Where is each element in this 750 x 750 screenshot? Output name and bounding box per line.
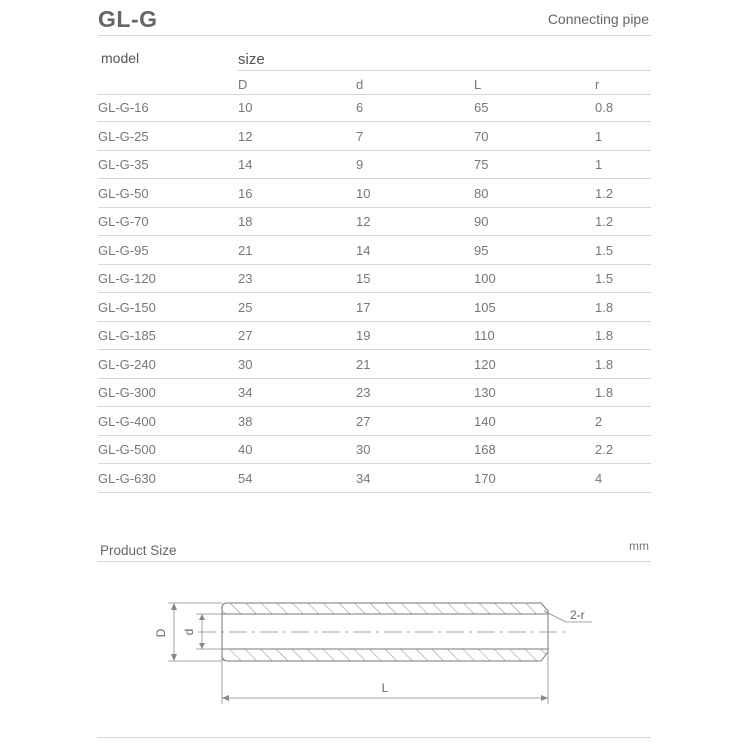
- model-cell: GL-G-500: [98, 442, 156, 457]
- size-cell: 30: [238, 356, 253, 372]
- model-cell: GL-G-50: [98, 185, 149, 201]
- size-cell: 1.8: [595, 299, 614, 315]
- size-cell: 1.2: [595, 214, 614, 229]
- d-inner-arrow-bottom: [199, 643, 205, 649]
- size-cell: 10: [356, 185, 371, 201]
- size-cell: 80: [474, 185, 489, 201]
- product-size-title: Product Size: [100, 543, 177, 558]
- size-cell: 2.2: [595, 442, 614, 457]
- size-cell: 30: [356, 442, 371, 457]
- size-header: size: [238, 51, 265, 68]
- size-cell: 100: [474, 271, 496, 286]
- size-cell: 12: [238, 128, 253, 144]
- model-cell: GL-G-630: [98, 470, 156, 486]
- size-cell: 34: [238, 385, 253, 400]
- size-cell: 0.8: [595, 100, 614, 115]
- length-label: L: [381, 681, 389, 695]
- column-header-D: D: [238, 77, 248, 92]
- size-cell: 21: [238, 242, 253, 258]
- model-cell: GL-G-70: [98, 214, 149, 229]
- column-header-d: d: [356, 77, 364, 92]
- pipe-top-wall: [222, 603, 548, 614]
- size-cell: 38: [238, 413, 253, 429]
- size-cell: 1.8: [595, 356, 614, 372]
- size-cell: 1.5: [595, 271, 614, 286]
- model-cell: GL-G-35: [98, 157, 149, 172]
- model-cell: GL-G-240: [98, 356, 156, 372]
- size-cell: 90: [474, 214, 489, 229]
- size-cell: 12: [356, 214, 371, 229]
- size-cell: 7: [356, 128, 364, 144]
- size-cell: 1: [595, 157, 603, 172]
- model-cell: GL-G-400: [98, 413, 156, 429]
- unit-label: mm: [629, 539, 649, 553]
- size-cell: 1: [595, 128, 603, 144]
- radius-leader: [544, 611, 566, 622]
- size-cell: 75: [474, 157, 489, 172]
- size-cell: 95: [474, 242, 489, 258]
- column-header-L: L: [474, 77, 482, 92]
- size-cell: 19: [356, 328, 371, 343]
- pipe-bottom-wall: [222, 649, 548, 661]
- size-cell: 40: [238, 442, 253, 457]
- size-cell: 4: [595, 470, 603, 486]
- size-cell: 2: [595, 413, 603, 429]
- size-cell: 34: [356, 470, 371, 486]
- size-cell: 21: [356, 356, 371, 372]
- size-cell: 17: [356, 299, 371, 315]
- size-cell: 1.8: [595, 328, 614, 343]
- page-subtitle: Connecting pipe: [547, 11, 649, 27]
- size-cell: 120: [474, 356, 496, 372]
- size-cell: 18: [238, 214, 253, 229]
- l-arrow-right: [541, 695, 548, 701]
- size-cell: 130: [474, 385, 496, 400]
- size-cell: 9: [356, 157, 364, 172]
- size-cell: 1.2: [595, 185, 614, 201]
- size-cell: 54: [238, 470, 253, 486]
- d-outer-arrow-top: [171, 603, 177, 610]
- size-cell: 27: [356, 413, 371, 429]
- model-cell: GL-G-16: [98, 100, 149, 115]
- size-cell: 15: [356, 271, 371, 286]
- size-cell: 25: [238, 299, 253, 315]
- model-cell: GL-G-95: [98, 242, 149, 258]
- size-cell: 70: [474, 128, 489, 144]
- model-cell: GL-G-25: [98, 128, 149, 144]
- size-cell: 140: [474, 413, 496, 429]
- size-cell: 6: [356, 100, 364, 115]
- model-cell: GL-G-300: [98, 385, 156, 400]
- size-cell: 105: [474, 299, 496, 315]
- outer-diameter-label: D: [154, 628, 168, 638]
- inner-diameter-label: d: [182, 628, 196, 636]
- model-header: model: [101, 50, 140, 66]
- size-cell: 23: [356, 385, 371, 400]
- page-title: GL-G: [98, 6, 158, 32]
- d-inner-arrow-top: [199, 614, 205, 620]
- model-cell: GL-G-150: [98, 299, 156, 315]
- size-cell: 14: [238, 157, 253, 172]
- size-cell: 1.8: [595, 385, 614, 400]
- size-cell: 65: [474, 100, 489, 115]
- size-cell: 1.5: [595, 242, 614, 258]
- size-cell: 27: [238, 328, 253, 343]
- size-cell: 10: [238, 100, 253, 115]
- size-cell: 16: [238, 185, 253, 201]
- size-cell: 170: [474, 470, 496, 486]
- radius-label: 2-r: [570, 608, 585, 622]
- l-arrow-left: [222, 695, 229, 701]
- column-header-r: r: [595, 77, 600, 92]
- size-cell: 23: [238, 271, 253, 286]
- model-cell: GL-G-120: [98, 271, 156, 286]
- size-cell: 14: [356, 242, 371, 258]
- model-cell: GL-G-185: [98, 328, 156, 343]
- d-outer-arrow-bottom: [171, 654, 177, 661]
- size-cell: 168: [474, 442, 496, 457]
- size-cell: 110: [474, 328, 495, 343]
